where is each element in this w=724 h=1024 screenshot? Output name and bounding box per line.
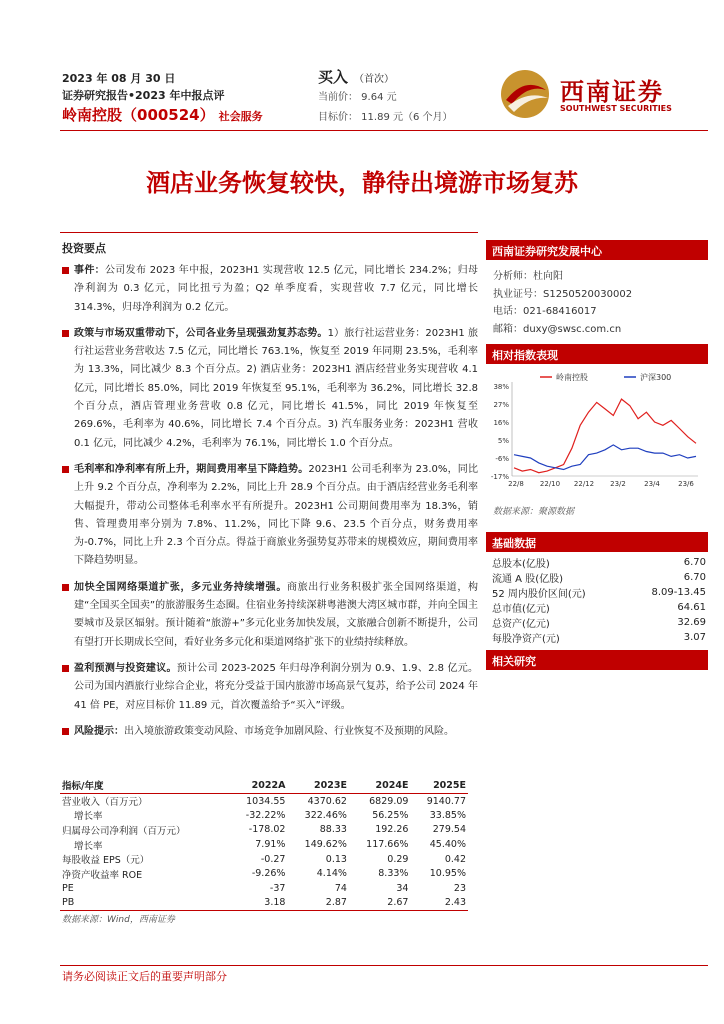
table-header-cell: 2025E — [410, 777, 468, 794]
highlight-paragraph — [62, 325, 478, 453]
y-tick-label: 27% — [493, 401, 509, 409]
table-cell: 4370.62 — [307, 795, 347, 807]
table-header-cell: 2023E — [287, 777, 349, 794]
table-cell: 9140.77 — [426, 795, 466, 807]
basic-data-label: 52 周内股价区间(元) — [492, 589, 586, 600]
highlight-lead: 毛利率和净利率有所上升，期间费用率呈下降趋势。 — [74, 463, 309, 475]
body-divider — [60, 232, 478, 233]
institute-heading: 西南证券研究发展中心 — [486, 240, 708, 260]
basic-data-label: 总股本(亿股) — [492, 559, 550, 570]
table-header-cell: 2022A — [229, 777, 287, 794]
table-cell: -32.22% — [245, 809, 286, 821]
highlight-paragraph — [62, 723, 478, 741]
x-tick-label: 23/2 — [610, 480, 626, 488]
table-header-cell: 2024E — [349, 777, 411, 794]
analyst-phone: 电话：021-68416017 — [493, 306, 597, 317]
table-header-row — [60, 777, 468, 794]
highlight-text: 预计公司 2023-2025 年归母净利润分别为 0.9、1.9、2.8 亿元。公司为国内酒旅行业综合企业，将充分受益于国内旅游市场高景气复苏，给予公司 2024 年 41 倍 PE，对应目标价 11.89 元，首次覆盖给予“买入”评级。 — [74, 662, 478, 711]
logo-en-text: SOUTHWEST SECURITIES — [560, 104, 672, 113]
basic-data-row — [492, 570, 706, 585]
table-row — [60, 794, 468, 809]
table-row — [60, 852, 468, 867]
basic-data-row — [492, 630, 706, 645]
table-cell: 1034.55 — [246, 795, 286, 807]
current-price: 当前价： 9.64 元 — [318, 92, 397, 103]
table-cell: 56.25% — [372, 809, 409, 821]
table-cell: 322.46% — [304, 809, 347, 821]
table-cell: 23 — [453, 882, 466, 894]
disclaimer-notice: 请务必阅读正文后的重要声明部分 — [62, 970, 227, 983]
highlight-text: 2023H1 公司毛利率为 23.0%，同比上升 9.2 个百分点，净利率为 2.2%，同比上升 28.9 个百分点。由于酒店经营业务毛利率大幅提升，带动公司整体毛利率水平有所提升。2023H1 公司期间费用率为 18.3%，销售、管理费用率分别为 7.8%、11.2%，同比下降 9.6、23.5 个百分点，财务费用率为-0.7%，同比上升 2.3 个百分点。得益于商旅业务强势复苏带来的规模效应，期间费用率下降趋势明显。 — [74, 463, 478, 567]
table-cell: -9.26% — [251, 868, 286, 880]
table-cell: 7.91% — [255, 839, 286, 851]
table-cell: 2.67 — [349, 896, 411, 911]
table-cell: 0.29 — [387, 853, 409, 865]
table-row — [60, 881, 468, 896]
basic-data-value: 6.70 — [683, 557, 706, 568]
investment-highlights — [62, 262, 478, 749]
chart-heading: 相对指数表现 — [486, 344, 708, 364]
table-cell: 6829.09 — [369, 795, 409, 807]
table-row — [60, 823, 468, 838]
highlight-lead: 加快全国网络渠道扩张，多元业务持续增强。 — [74, 581, 287, 593]
table-row — [60, 866, 468, 881]
analyst-name: 分析师：杜向阳 — [493, 271, 563, 282]
table-cell: -37 — [269, 882, 286, 894]
table-row-label: 增长率 — [74, 811, 103, 823]
report-title: 酒店业务恢复较快，静待出境游市场复苏 — [146, 169, 578, 197]
table-cell: 192.26 — [375, 824, 409, 836]
highlight-lead: 事件： — [74, 265, 105, 276]
report-date: 2023 年 08 月 30 日 — [62, 72, 176, 85]
highlight-paragraph — [62, 262, 478, 317]
basic-data-value: 64.61 — [677, 602, 706, 613]
basic-data-row — [492, 585, 706, 600]
rating — [318, 66, 394, 87]
highlight-lead: 风险提示： — [74, 725, 124, 737]
y-tick-label: 16% — [493, 419, 509, 427]
financial-source: 数据来源：Wind，西南证券 — [62, 915, 175, 925]
table-row — [60, 896, 468, 911]
relative-performance-chart — [486, 368, 708, 496]
analyst-license: 执业证号：S1250520030002 — [493, 288, 633, 300]
table-cell: 2.87 — [287, 896, 349, 911]
table-cell: 3.18 — [229, 896, 287, 911]
related-research-heading: 相关研究 — [486, 650, 708, 670]
sector-label: 社会服务 — [218, 110, 263, 123]
highlight-lead: 盈利预测与投资建议。 — [74, 662, 177, 674]
highlight-paragraph — [62, 579, 478, 652]
table-cell: 88.33 — [319, 824, 347, 836]
analyst-email[interactable]: 邮箱：duxy@swsc.com.cn — [493, 323, 622, 335]
highlight-lead: 政策与市场双重带动下，公司各业务呈现强劲复苏态势。 — [74, 327, 328, 339]
table-cell: 0.42 — [444, 853, 466, 865]
highlight-paragraph — [62, 461, 478, 571]
basic-data-row — [492, 600, 706, 615]
legend-label: 岭南控股 — [556, 373, 588, 382]
y-tick-label: 38% — [493, 383, 509, 391]
analyst-info — [493, 268, 632, 338]
table-cell: 34 — [396, 882, 409, 894]
highlight-text: 出入境旅游政策变动风险、市场竞争加剧风险、行业恢复不及预期的风险。 — [124, 725, 454, 737]
table-cell: 8.33% — [378, 868, 409, 880]
table-header-cell: 指标/年度 — [60, 777, 229, 794]
basic-data-label: 总市值(亿元) — [492, 604, 550, 615]
x-tick-label: 22/12 — [573, 480, 595, 488]
table-cell: 10.95% — [429, 868, 466, 880]
table-cell: 279.54 — [432, 824, 466, 836]
table-cell: -0.27 — [260, 853, 286, 865]
table-row — [60, 808, 468, 823]
basic-data-heading: 基础数据 — [486, 532, 708, 552]
table-row-label: PB — [60, 896, 229, 911]
footer-divider — [60, 965, 708, 966]
table-cell: 74 — [334, 882, 347, 894]
highlight-paragraph — [62, 660, 478, 715]
financial-table — [60, 777, 468, 911]
table-row-label: 营业收入（百万元） — [62, 797, 148, 809]
table-cell: -178.02 — [248, 824, 286, 836]
target-price: 目标价： 11.89 元（6 个月） — [318, 112, 453, 123]
basic-data-value: 32.69 — [677, 617, 706, 628]
y-tick-label: -17% — [490, 473, 509, 481]
basic-data-value: 6.70 — [683, 572, 706, 583]
basic-data-row — [492, 555, 706, 570]
table-row — [60, 837, 468, 852]
rating-note: （首次） — [354, 74, 395, 85]
company-name — [62, 104, 263, 125]
y-tick-label: 5% — [497, 437, 509, 445]
table-row-label: 净资产收益率 ROE — [62, 869, 143, 881]
x-tick-label: 23/4 — [644, 480, 660, 488]
basic-data-label: 每股净资产(元) — [492, 634, 560, 645]
legend-label: 沪深300 — [640, 373, 672, 382]
x-tick-label: 22/10 — [539, 480, 561, 488]
table-cell: 33.85% — [429, 809, 466, 821]
table-row-label: 归属母公司净利润（百万元） — [62, 825, 186, 837]
table-row-label: 每股收益 EPS（元） — [62, 855, 150, 867]
highlight-text: 1）旅行社运营业务：2023H1 旅行社运营业务营收达 7.5 亿元，同比增长 763.1%，恢复至 2019 年同期 23.5%，毛利率为 13.3%，同比减少 8.3 个百分点。2) 酒店业务：2023H1 酒店经营业务实现营收 4.1 亿元，同比增长 85.0%，同比 2019 年恢复至 95.1%，毛利率为 36.2%，同比增长 32.8 个百分点，酒店管理业务营收 0.8 亿元，同比增长 41.5%，同比 2019 年恢复至 269.6%，毛利率为 40.6%，同比增长 7.4 个百分点。3) 汽车服务业务：2023H1 营收 0.1 亿元，同比减少 4.2%，毛利率为 76.1%，同比增长 1.0 个百分点。 — [74, 327, 479, 449]
chart-source: 数据来源：聚源数据 — [493, 507, 575, 517]
rating-label: 买入 — [318, 68, 349, 86]
company-label: 岭南控股（000524） — [62, 106, 215, 124]
basic-data-label: 流通 A 股(亿股) — [492, 574, 564, 585]
table-cell: 2.43 — [410, 896, 468, 911]
report-type: 证券研究报告•2023 年中报点评 — [62, 89, 225, 102]
x-tick-label: 23/6 — [678, 480, 694, 488]
highlight-text: 公司发布 2023 年中报，2023H1 实现营收 12.5 亿元，同比增长 234.2%；归母净利润为 0.3 亿元，同比扭亏为盈；Q2 单季度看，实现营收 7.7 亿元，同比增长 314.3%，归母净利润为 0.2 亿元。 — [74, 265, 479, 313]
table-row-label: PE — [62, 882, 74, 894]
table-cell: 4.14% — [316, 868, 347, 880]
logo-cn-text: 西南证券 — [560, 77, 664, 106]
investment-highlights-heading: 投资要点 — [62, 242, 106, 255]
logo-emblem-icon — [498, 66, 554, 122]
x-tick-label: 22/8 — [508, 480, 524, 488]
basic-data-label: 总资产(亿元) — [492, 619, 550, 630]
series-line — [514, 445, 696, 470]
table-cell: 149.62% — [304, 839, 347, 851]
basic-data-row — [492, 615, 706, 630]
highlight-text: 商旅出行业务积极扩张全国网络渠道，构建“全国买全国卖”的旅游服务生态圈。住宿业务持续深耕粤港澳大湾区城市群，并向全国主要城市及景区辐射。预计随着“旅游+”多元化业务加快发展，文旅融合创新不断提升，公司有望打开长期成长空间，看好业务多元化和渠道网络扩张下的业绩持续释放。 — [74, 581, 479, 648]
y-tick-label: -6% — [495, 455, 509, 463]
table-cell: 0.13 — [325, 853, 347, 865]
basic-data-value: 8.09-13.45 — [651, 587, 706, 598]
basic-data-value: 3.07 — [683, 632, 706, 643]
brand-logo — [498, 66, 708, 122]
series-line — [514, 399, 696, 473]
table-row-label: 增长率 — [74, 840, 103, 852]
table-cell: 117.66% — [366, 839, 409, 851]
basic-data-table — [492, 555, 706, 645]
header-divider — [60, 130, 708, 131]
table-cell: 45.40% — [429, 839, 466, 851]
